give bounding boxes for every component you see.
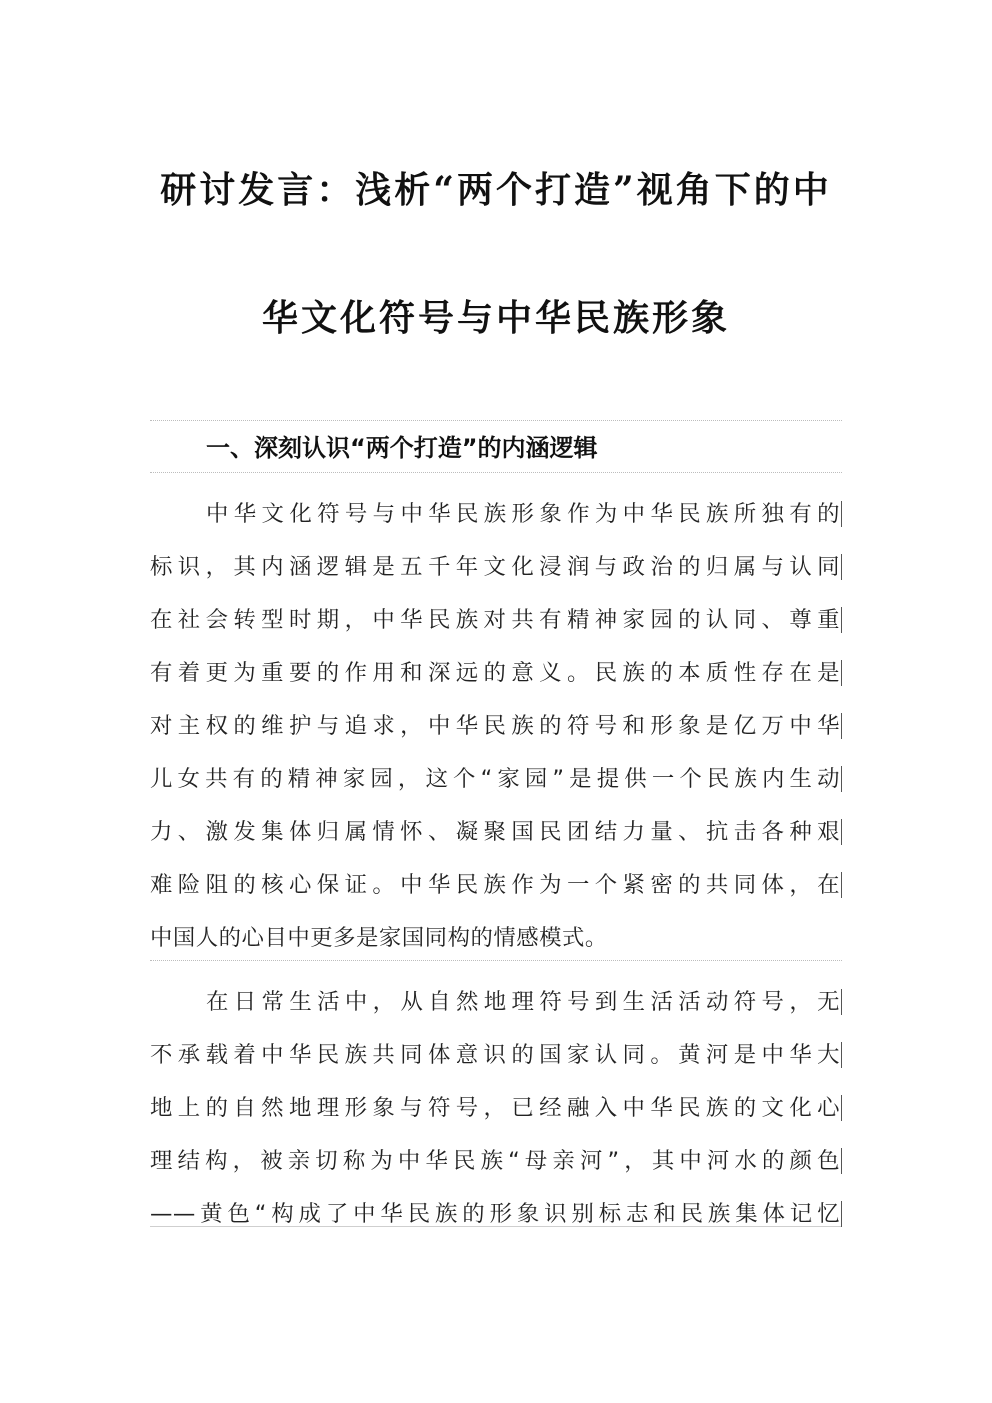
margin-edge-mark <box>841 1148 842 1174</box>
paragraph-line: 理结构，被亲切称为中华民族“母亲河”，其中河水的颜色 <box>150 1148 840 1174</box>
section-heading: 一、深刻认识“两个打造”的内涵逻辑 <box>206 434 598 462</box>
paragraph-line: 力、激发集体归属情怀、凝聚国民团结力量、抗击各种艰 <box>150 819 840 845</box>
margin-edge-mark <box>841 713 842 739</box>
margin-edge-mark <box>841 819 842 845</box>
margin-edge-mark <box>841 872 842 898</box>
margin-edge-mark <box>841 660 842 686</box>
paragraph-line: 地上的自然地理形象与符号，已经融入中华民族的文化心 <box>150 1095 840 1121</box>
document-title-line-1: 研讨发言：浅析“两个打造”视角下的中 <box>160 169 832 211</box>
margin-edge-mark <box>841 766 842 792</box>
document-title-line-2: 华文化符号与中华民族形象 <box>261 297 730 339</box>
paragraph-line: 中国人的心目中更多是家国同构的情感模式。 <box>150 925 608 951</box>
paragraph-line: 中华文化符号与中华民族形象作为中华民族所独有的 <box>206 501 840 527</box>
margin-edge-mark <box>841 1042 842 1068</box>
paragraph-line: ——黄色“构成了中华民族的形象识别标志和民族集体记忆 <box>150 1201 840 1227</box>
margin-edge-mark <box>841 607 842 633</box>
section-divider-bottom <box>150 472 842 473</box>
margin-edge-mark <box>841 554 842 580</box>
paragraph-line: 难险阻的核心保证。中华民族作为一个紧密的共同体，在 <box>150 872 840 898</box>
page-bottom-divider <box>150 1226 842 1227</box>
paragraph-line: 儿女共有的精神家园，这个“家园”是提供一个民族内生动 <box>150 766 840 792</box>
paragraph-line: 在社会转型时期，中华民族对共有精神家园的认同、尊重 <box>150 607 840 633</box>
paragraph-line: 不承载着中华民族共同体意识的国家认同。黄河是中华大 <box>150 1042 840 1068</box>
paragraph-line: 标识，其内涵逻辑是五千年文化浸润与政治的归属与认同 <box>150 554 840 580</box>
margin-edge-mark <box>841 989 842 1015</box>
section-divider-top <box>150 420 842 421</box>
paragraph-line: 在日常生活中，从自然地理符号到生活活动符号，无 <box>206 989 840 1015</box>
paragraph-divider <box>150 960 842 961</box>
margin-edge-mark <box>841 1201 842 1227</box>
paragraph-line: 有着更为重要的作用和深远的意义。民族的本质性存在是 <box>150 660 840 686</box>
paragraph-line: 对主权的维护与追求，中华民族的符号和形象是亿万中华 <box>150 713 840 739</box>
margin-edge-mark <box>841 501 842 527</box>
margin-edge-mark <box>841 1095 842 1121</box>
